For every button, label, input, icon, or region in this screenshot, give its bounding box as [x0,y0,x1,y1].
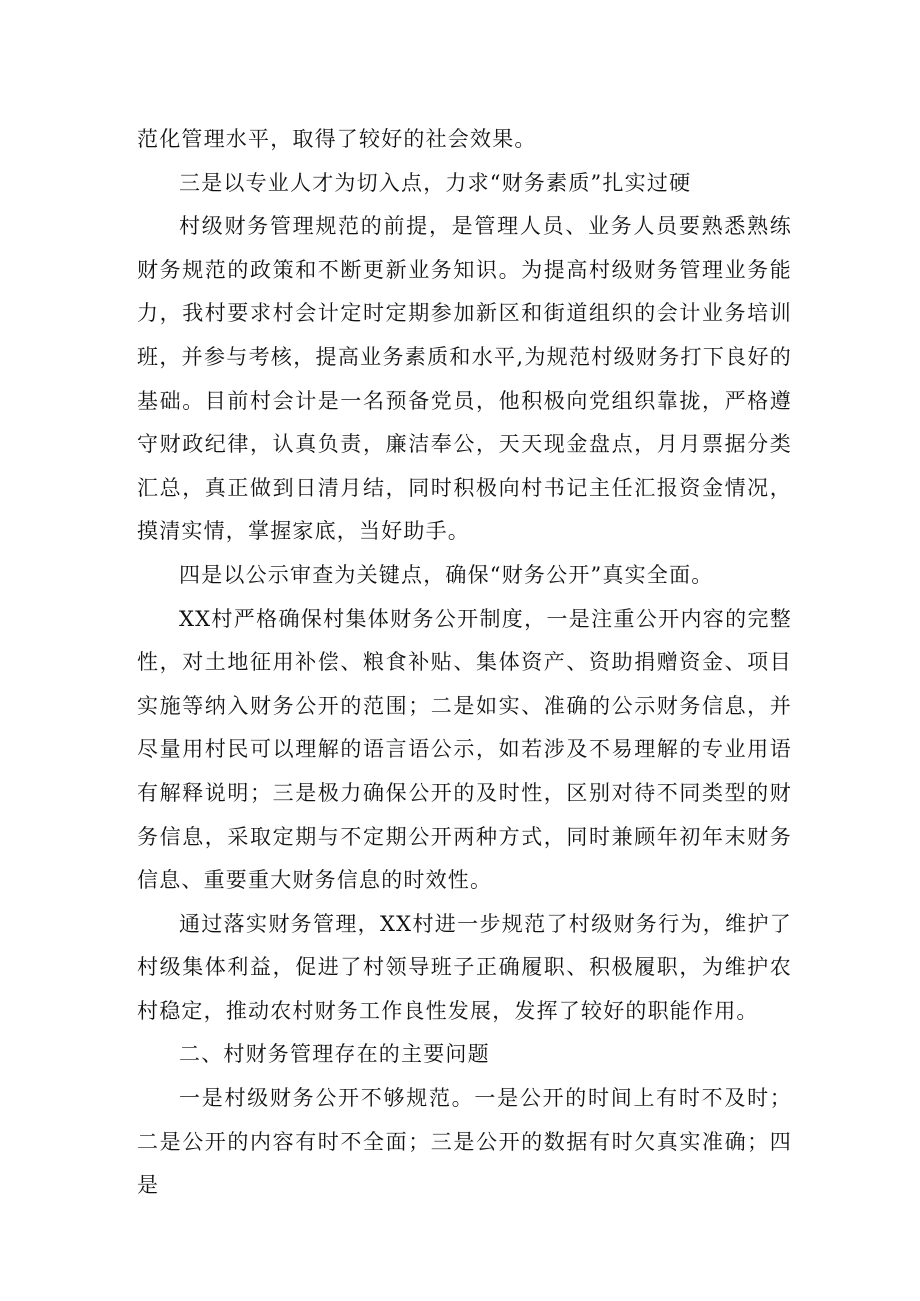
section-heading-2: 二、村财务管理存在的主要问题 [179,1042,490,1067]
paragraph-5: XX村严格确保村集体财务公开制度，一是注重公开内容的完整性，对土地征用补偿、粮食补贴、集体资产、资助捐赠资金、项目实施等纳入财务公开的范围；二是如实、准确的公示财务信息，并尽量用村民可以理解的语言语公示，如若涉及不易理解的专业用语有解释说明；三是极力确保公开的及时性，区别对待不同类型的财务信息，采取定期与不定期公开两种方式，同时兼顾年初年末财务信息、重要重大财务信息的时效性。 [137,606,792,893]
paragraph-3: 村级财务管理规范的前提，是管理人员、业务人员要熟悉熟练财务规范的政策和不断更新业务知识。为提高村级财务管理业务能力，我村要求村会计定时定期参加新区和街道组织的会计业务培训班，并参与考核，提高业务素质和水平,为规范村级财务打下良好的基础。目前村会计是一名预备党员，他积极向党组织靠拢，严格遵守财政纪律，认真负责，廉洁奉公，天天现金盘点，月月票据分类汇总，真正做到日清月结，同时积极向村书记主任汇报资金情况，摸清实情，掌握家底，当好助手。 [137,214,792,544]
document-body [137,118,792,1208]
paragraph-8: 一是村级财务公开不够规范。一是公开的时间上有时不及时；二是公开的内容有时不全面；三是公开的数据有时欠真实准确；四是 [137,1086,792,1198]
paragraph-heading-4: 四是以公示审查为关键点，确保“财务公开”真实全面。 [179,562,714,587]
paragraph-1: 范化管理水平，取得了较好的社会效果。 [137,127,537,151]
paragraph-6: 通过落实财务管理，XX村进一步规范了村级财务行为，维护了村级集体利益，促进了村领导班子正确履职、积极履职，为维护农村稳定，推动农村财务工作良性发展，发挥了较好的职能作用。 [137,911,792,1023]
paragraph-heading-3: 三是以专业人才为切入点，力求“财务素质”扎实过硬 [179,170,692,195]
